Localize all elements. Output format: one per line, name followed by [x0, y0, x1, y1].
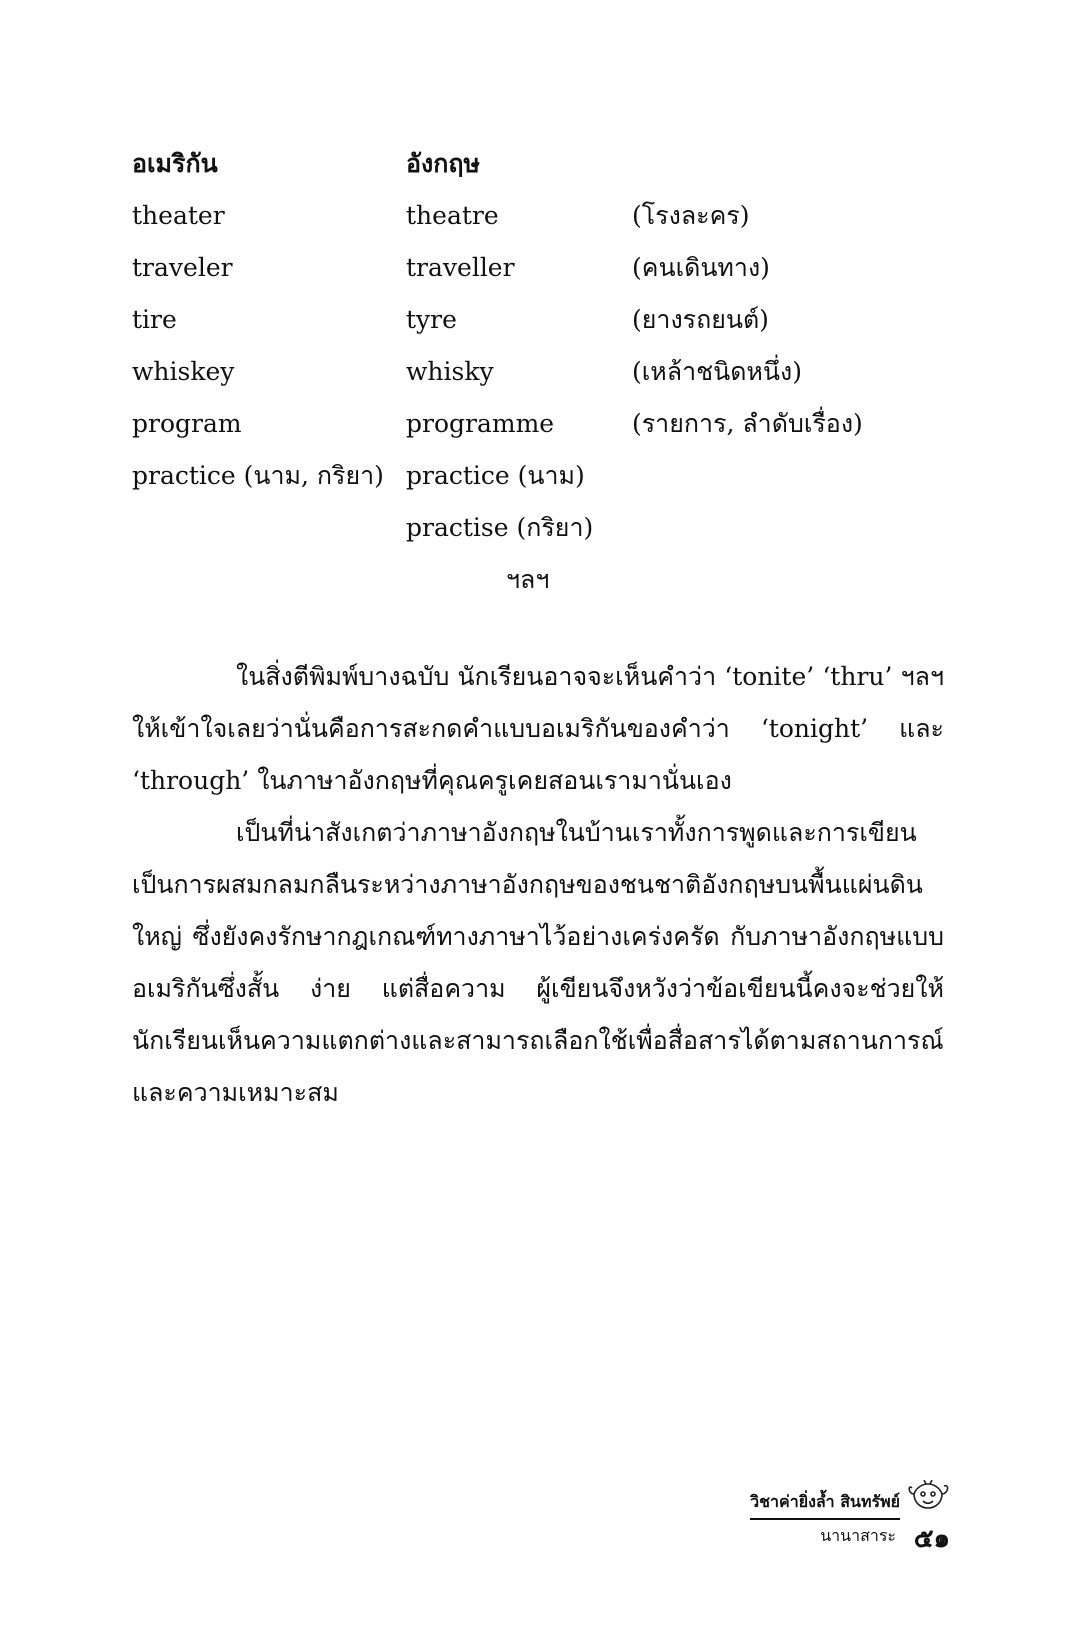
page-number: ๕๑ — [913, 1524, 950, 1554]
table-row — [132, 398, 952, 450]
table-row — [132, 294, 952, 346]
thai-meaning: (รายการ, ลำดับเรื่อง) — [632, 409, 863, 438]
etc-mark: ฯลฯ — [506, 565, 550, 594]
body-text — [132, 651, 944, 1119]
thai-meaning: (เหล้าชนิดหนึ่ง) — [632, 357, 802, 386]
table-row — [132, 242, 952, 294]
table-row — [132, 190, 952, 242]
british-word: traveller — [406, 253, 515, 282]
thai-meaning: (โรงละคร) — [632, 201, 750, 230]
page-footer — [722, 1490, 962, 1570]
american-word: traveler — [132, 253, 233, 282]
thai-meaning: (ยางรถยนต์) — [632, 305, 769, 334]
american-word: theater — [132, 201, 225, 230]
british-word: whisky — [406, 357, 494, 386]
thai-meaning: (คนเดินทาง) — [632, 253, 770, 282]
table-row — [132, 502, 952, 554]
table-row — [132, 450, 952, 502]
book-title: วิชาค่ายิ่งล้ำ สินทรัพย์ — [750, 1490, 900, 1520]
british-word: theatre — [406, 201, 499, 230]
spelling-comparison-table — [132, 138, 952, 606]
table-row — [132, 346, 952, 398]
american-word: whiskey — [132, 357, 235, 386]
british-word: practise (กริยา) — [406, 513, 594, 542]
paragraph: เป็นที่น่าสังเกตว่าภาษาอังกฤษในบ้านเราทั้งการพูดและการเขียน เป็นการผสมกลมกลืนระหว่างภาษาอังกฤษของชนชาติอังกฤษบนพื้นแผ่นดินใหญ่ ซึ่งยังคงรักษากฎเกณฑ์ทางภาษาไว้อย่างเคร่งครัด กับภาษาอังกฤษแบบอเมริกันซึ่งสั้น ง่าย แต่สื่อความ ผู้เขียนจึงหวังว่าข้อเขียนนี้คงจะช่วยให้นักเรียนเห็นความแตกต่างและสามารถเลือกใช้เพื่อสื่อสารได้ตามสถานการณ์และความเหมาะสม — [132, 818, 944, 1107]
table-etc-row — [132, 554, 952, 606]
british-word: programme — [406, 409, 555, 438]
paragraph: ในสิ่งตีพิมพ์บางฉบับ นักเรียนอาจจะเห็นคำว่า ‘tonite’ ‘thru’ ฯลฯ ให้เข้าใจเลยว่านั่นคือการสะกดคำแบบอเมริกันของคำว่า ‘tonight’ และ ‘through’ ในภาษาอังกฤษที่คุณครูเคยสอนเรามานั่นเอง — [132, 662, 944, 795]
british-word: tyre — [406, 305, 457, 334]
table-header — [132, 138, 952, 190]
american-word: tire — [132, 305, 177, 334]
series-name: นานาสาระ — [820, 1526, 896, 1545]
cartoon-logo-icon — [906, 1480, 952, 1514]
header-american: อเมริกัน — [132, 149, 218, 178]
american-word: program — [132, 409, 242, 438]
british-word: practice (นาม) — [406, 461, 585, 490]
american-word: practice (นาม, กริยา) — [132, 461, 384, 490]
header-british: อังกฤษ — [406, 149, 480, 178]
